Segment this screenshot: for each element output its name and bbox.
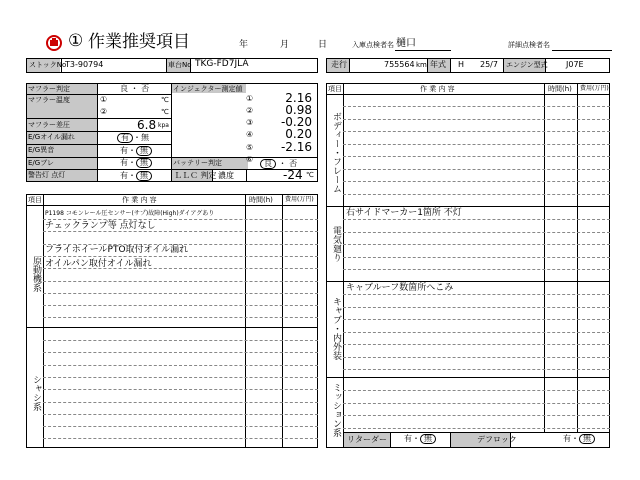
page-number: ① [68,31,84,51]
muffler-temp-1: ① [100,95,108,104]
detail-inspector-label: 詳細点検者名 [508,41,550,49]
mileage-value: 755564 [384,60,415,69]
chassis-label: 車台No [168,61,192,69]
engine-label: エンジン型式 [506,61,548,69]
entry-inspector-name: 樋口 [396,38,416,49]
eg-shake-value: 有・ 無 [120,158,152,168]
cab-section-label: キャブ・内外装 [331,297,341,360]
work-row-5: オイルパン取付オイル漏れ [45,259,152,269]
electrical-section-label: 電気廻り [331,226,341,262]
stock-label: ストックNo [29,61,67,69]
engine-value: J07E [566,60,584,69]
right-col-time: 時間(h) [548,85,572,93]
muffler-judge-value: 良 ・ 否 [120,84,150,93]
injector-value-2: 0.98 [285,103,312,117]
work-row-4: フライホイールPTO取付オイル漏れ [45,245,189,255]
year-label: 年 [239,40,249,50]
cab-row-1: キャブルーフ数箇所へこみ [346,283,454,293]
injector-number-4: ④ [246,130,254,139]
mileage-label: 走行 [331,60,347,69]
eg-noise-value: 有・ 無 [120,146,152,156]
concentration-label: 濃度 [218,171,234,180]
warning-lamp-label: 警告灯 点灯 [28,171,66,179]
stock-value: T3-90794 [65,60,104,69]
kpa-unit: kpa [158,122,169,129]
page-title: 作業推奨項目 [88,32,190,52]
muffler-temp-label: マフラー温度 [28,96,70,104]
injector-value-1: 2.16 [285,91,312,105]
injector-label: インジェクター測定値 [173,85,243,93]
retarder-value: 有・ 無 [404,434,436,444]
work-row-2: チェックランプ等 点灯なし [45,221,156,231]
right-col-item: 項目 [328,85,342,93]
muffler-diff-label: マフラー差圧 [28,121,70,129]
eg-oil-value: 有 ・無 [117,133,149,143]
injector-number-3: ③ [246,118,254,127]
eg-noise-label: E/G異音 [28,146,55,154]
celsius-2: ℃ [161,108,169,116]
left-col-work: 作 業 内 容 [122,196,157,204]
chassis-section-label: シャシ系 [31,375,41,411]
transmission-section-label: ミッション系 [331,383,341,437]
eg-oil-label: E/Gオイル漏れ [28,133,75,141]
right-col-cost: 費用(万円) [580,85,609,92]
era-value: H [458,60,465,69]
injector-number-1: ① [246,94,254,103]
injector-number-2: ② [246,106,254,115]
muffler-judge-label: マフラー判定 [28,85,70,93]
right-col-work: 作 業 内 容 [420,85,455,93]
injector-value-3: -0.20 [280,115,312,129]
month-label: 月 [280,40,290,50]
year-model-value: 25/7 [480,60,498,69]
injector-value-5: -2.16 [280,140,312,154]
llc-label: ＬＬＣ 判定 [174,171,217,180]
mileage-unit: km [416,61,427,69]
eg-shake-label: E/Gブレ [28,159,54,167]
warning-lamp-value: 有・ 無 [120,171,152,181]
battery-value: 良 ・ 否 [260,159,297,169]
diff-lock-label: デフロック [477,435,517,444]
day-label: 日 [318,40,328,50]
body-frame-section-label: ボディー・フレーム [331,112,341,193]
left-col-time: 時間(h) [249,196,273,204]
concentration-value: -24 [283,168,303,182]
injector-number-5: ⑤ [246,143,254,152]
battery-label: バッテリー判定 [173,159,222,167]
year-model-label: 年式 [430,60,446,69]
left-col-item: 項目 [28,196,42,204]
electrical-row-1: 右サイドマーカー1箇所 不灯 [346,208,462,218]
right-work-table [326,83,610,448]
muffler-temp-2: ② [100,107,108,116]
entry-inspector-label: 入庫点検者名 [352,41,394,49]
logo-icon [46,35,62,51]
engine-section-label: 原動機系 [31,256,41,292]
injector-number-6: ⑥ [246,155,254,164]
concentration-unit: ℃ [306,171,314,179]
injector-value-4: 0.20 [285,127,312,141]
work-row-1: P1198 コモンレール圧センサー(サプ)故障(High)ダイアグあり [45,210,215,217]
chassis-value: TKG-FD7JLA [195,59,249,69]
left-col-cost: 費用(万円) [285,196,314,203]
muffler-diff-value: 6.8 [137,118,157,132]
diff-lock-value: 有・ 無 [563,434,595,444]
retarder-label: リターダー [347,435,387,444]
celsius-1: ℃ [161,96,169,104]
